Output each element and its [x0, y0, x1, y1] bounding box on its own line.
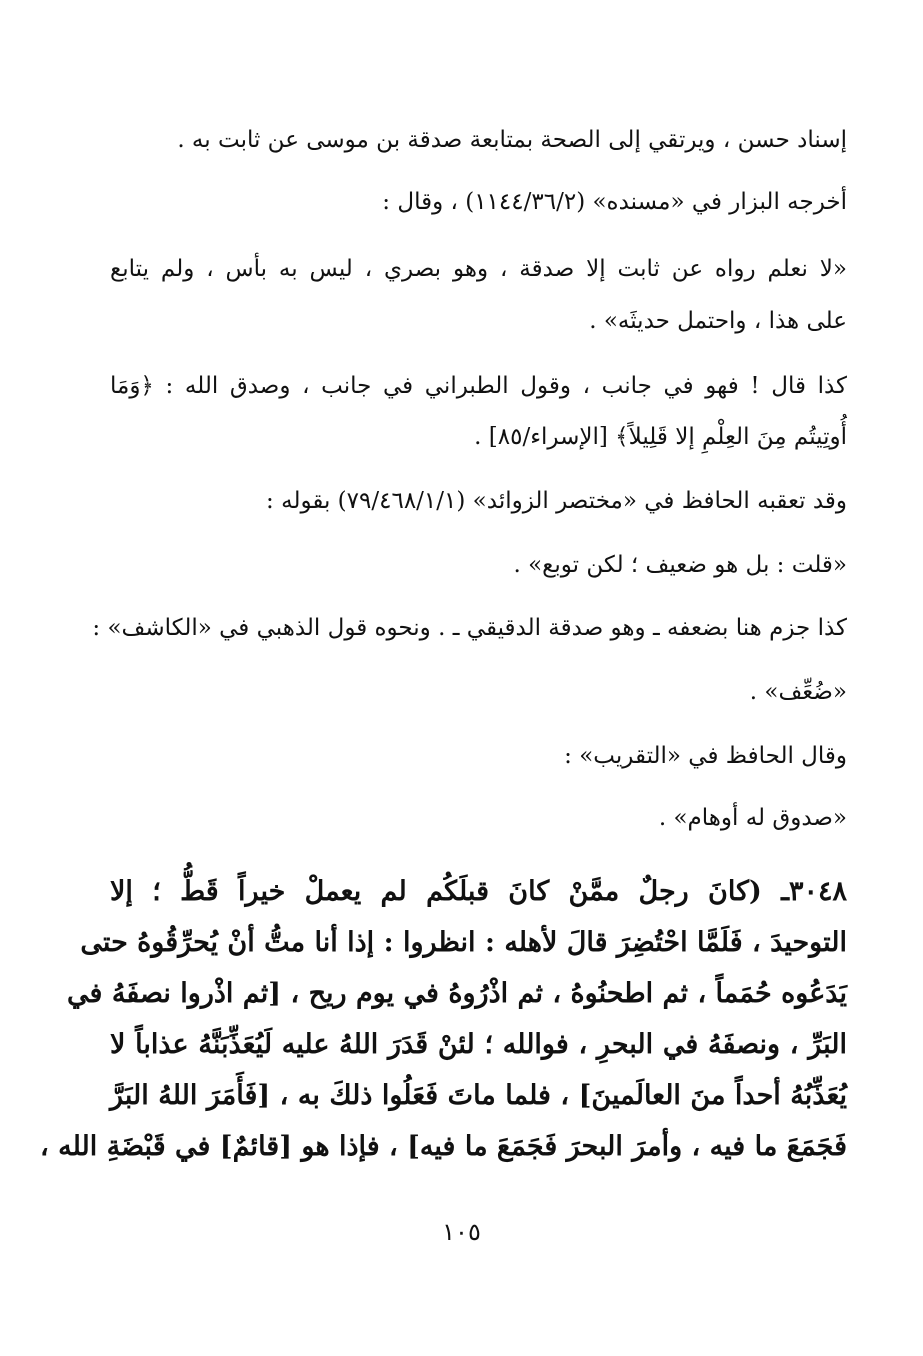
hadith-line-5: يُعَذِّبُهُ أحداً منَ العالَمينَ] ، فلما ماتَ فَعَلُوا ذلكَ به ، [فَأَمَرَ اللهُ البَرَّ	[110, 1080, 847, 1111]
hadith-line-3: يَدَعُوه حُمَماً ، ثم اطحنُوهُ ، ثم اذْرُوهُ في يوم ريح ، [ثم اذْروا نصفَهُ في	[67, 978, 847, 1009]
hadith-block	[40, 866, 847, 1172]
page-number: ١٠٥	[442, 1218, 481, 1246]
text-line-6: أُوتِيتُم مِنَ العِلْمِ إلا قَلِيلاً﴾ [الإسراء/٨٥] .	[474, 424, 847, 450]
text-line-11: وقال الحافظ في «التقريب» :	[564, 743, 847, 769]
hadith-line-2: التوحيدَ ، فَلَمَّا احْتُضِرَ قالَ لأهله : انظروا : إذا أنا متُّ أنْ يُحرِّقُوهُ حتى	[80, 927, 847, 958]
text-line-4: على هذا ، واحتمل حديثَه» .	[589, 308, 847, 334]
text-line-7: وقد تعقبه الحافظ في «مختصر الزوائد» (٧٩/٤٦٨/١/١) بقوله :	[266, 488, 847, 514]
text-line-9: كذا جزم هنا بضعفه ـ وهو صدقة الدقيقي ـ . ونحوه قول الذهبي في «الكاشف» :	[92, 615, 847, 641]
text-line-12: «صدوق له أوهام» .	[658, 805, 847, 831]
text-line-8: «قلت : بل هو ضعيف ؛ لكن توبع» .	[513, 552, 847, 578]
hadith-line-4: البَرِّ ، ونصفَهُ في البحرِ ، فوالله ؛ لئنْ قَدَرَ اللهُ عليه لَيُعَذِّبَنَّهُ عذاباً لا	[110, 1029, 847, 1060]
text-line-2: أخرجه البزار في «مسنده» (١١٤٤/٣٦/٢) ، وقال :	[382, 189, 847, 215]
hadith-line-1: ٣٠٤٨ـ (كانَ رجلٌ ممَّنْ كانَ قبلَكُم لم يعملْ خيراً قَطُّ ؛ إلا	[110, 876, 847, 907]
text-line-10: «ضُعِّف» .	[749, 679, 847, 705]
text-line-5: كذا قال ! فهو في جانب ، وقول الطبراني في جانب ، وصدق الله : ﴿وَمَا	[110, 373, 847, 399]
text-line-3: «لا نعلم رواه عن ثابت إلا صدقة ، وهو بصري ، ليس به بأس ، ولم يتابع	[110, 256, 847, 282]
text-line-1: إسناد حسن ، ويرتقي إلى الصحة بمتابعة صدقة بن موسى عن ثابت به .	[177, 127, 847, 153]
hadith-line-6: فَجَمَعَ ما فيه ، وأمرَ البحرَ فَجَمَعَ ما فيه] ، فإذا هو [قائمٌ] في قَبْضَةِ الله ،	[40, 1131, 847, 1162]
